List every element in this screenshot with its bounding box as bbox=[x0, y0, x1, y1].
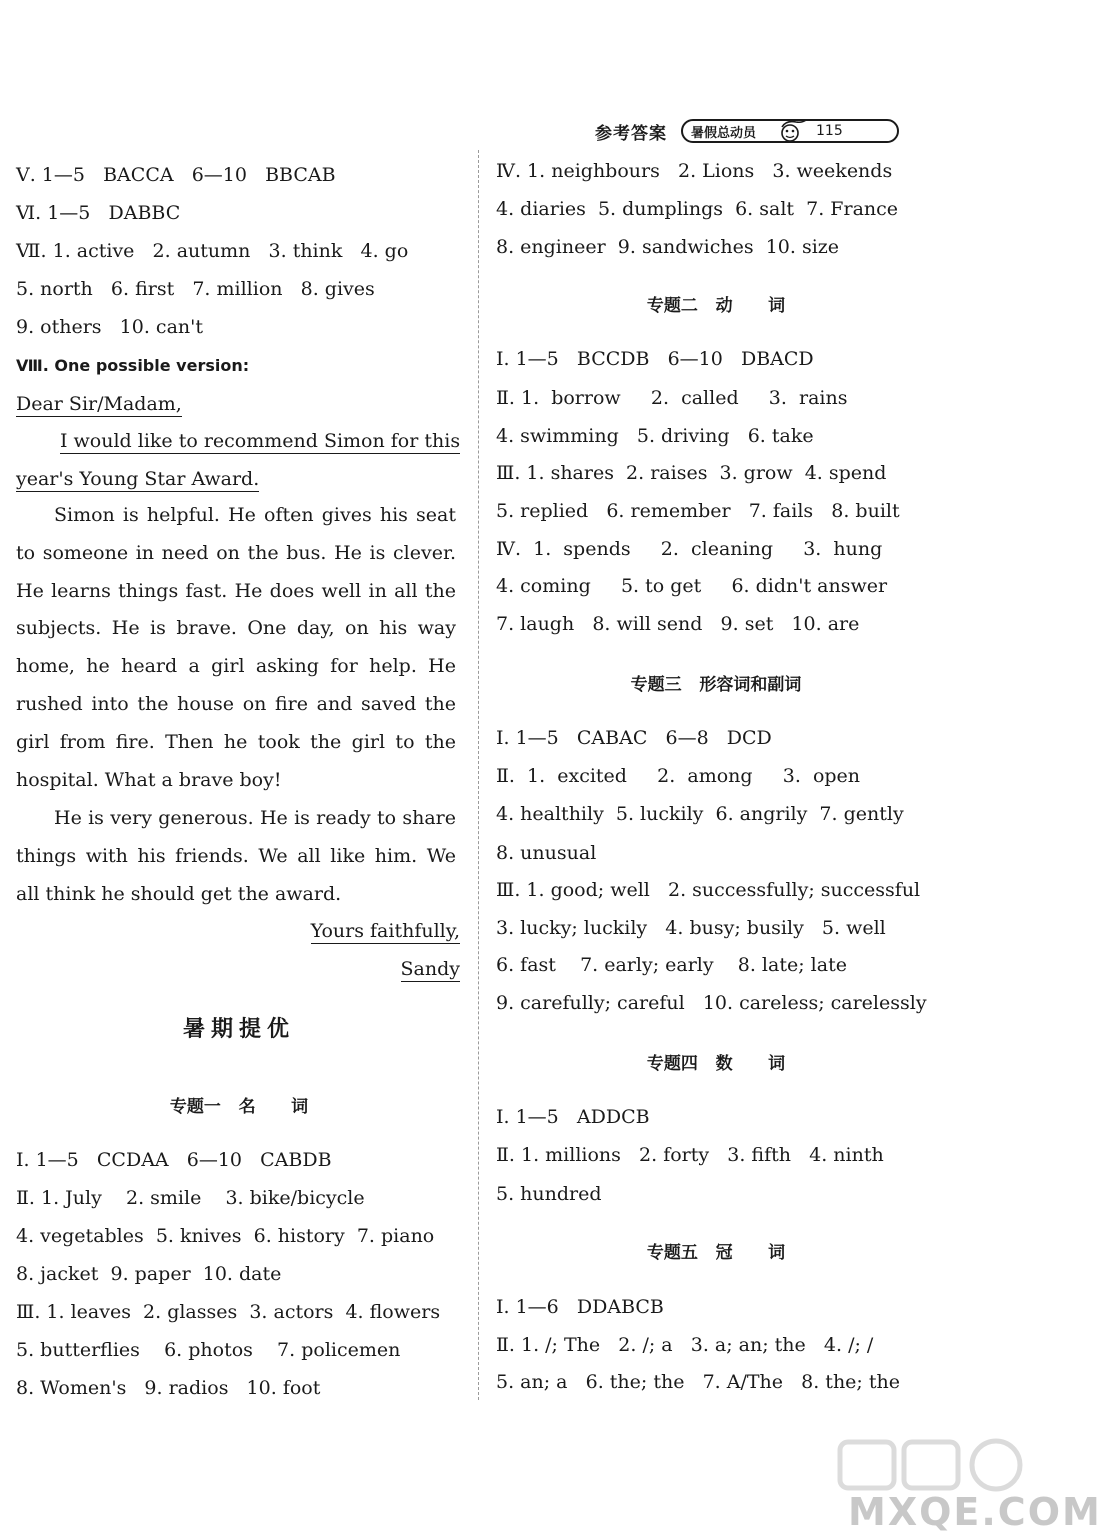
answer-line: 4. diaries 5. dumplings 6. salt 7. France bbox=[496, 198, 899, 220]
answer-line: Ⅰ. 1—5 BCCDB 6—10 DBACD bbox=[496, 348, 814, 370]
answer-line: Ⅲ. 1. good; well 2. successfully; successful bbox=[496, 879, 921, 901]
watermark-text: MXQE.COM bbox=[848, 1490, 1102, 1534]
answer-line: Ⅳ. 1. neighbours 2. Lions 3. weekends bbox=[496, 160, 893, 182]
letter-paragraph-1: Simon is helpful. He often gives his seat to someone in need on the bus. He is clever. He learns things fast. He does well in all the subjects. He is brave. One day, on his way home, he heard a girl asking for help. He rushed into the house on fire and saved the girl from fire. Then he took the girl to the hospital. What a brave boy! bbox=[16, 504, 456, 791]
answer-line: 5. an; a 6. the; the 7. A/The 8. the; the bbox=[496, 1371, 900, 1393]
header-series: 暑假总动员 bbox=[691, 125, 757, 141]
answer-line: 4. healthily 5. luckily 6. angrily 7. gently bbox=[496, 803, 904, 825]
column-divider bbox=[478, 150, 479, 1400]
answer-line: 4. coming 5. to get 6. didn't answer bbox=[496, 575, 888, 597]
answer-line: 5. north 6. first 7. million 8. gives bbox=[16, 278, 375, 300]
answer-line: 5. hundred bbox=[496, 1183, 602, 1205]
header-title: 参考答案 bbox=[595, 123, 667, 144]
mascot-icon bbox=[776, 119, 810, 143]
letter-closing: Yours faithfully, bbox=[310, 920, 460, 942]
letter-intro-line1: I would like to recommend Simon for this bbox=[60, 430, 461, 452]
answer-line: Ⅱ. 1. excited 2. among 3. open bbox=[496, 765, 861, 787]
answer-line: Ⅲ. 1. shares 2. raises 3. grow 4. spend bbox=[496, 462, 887, 484]
answer-line: Ⅴ. 1—5 BACCA 6—10 BBCAB bbox=[16, 164, 336, 186]
topic-title: 专题四 数 词 bbox=[646, 1054, 786, 1074]
answer-line: 8. Women's 9. radios 10. foot bbox=[16, 1377, 321, 1399]
answer-line: 8. unusual bbox=[496, 842, 597, 864]
answer-line: Ⅰ. 1—6 DDABCB bbox=[496, 1296, 664, 1318]
answer-line: Ⅱ. 1. /; The 2. /; a 3. a; an; the 4. /; / bbox=[496, 1334, 874, 1356]
answer-line: Ⅳ. 1. spends 2. cleaning 3. hung bbox=[496, 538, 883, 560]
writing-label: Ⅷ. One possible version: bbox=[16, 356, 250, 375]
answer-line: Ⅶ. 1. active 2. autumn 3. think 4. go bbox=[16, 240, 409, 262]
answer-line: Ⅵ. 1—5 DABBC bbox=[16, 202, 181, 224]
page-number: 115 bbox=[816, 123, 843, 139]
header-series-badge bbox=[681, 119, 899, 143]
answer-line: 7. laugh 8. will send 9. set 10. are bbox=[496, 613, 860, 635]
answer-line: Ⅱ. 1. borrow 2. called 3. rains bbox=[496, 387, 848, 409]
topic-title: 专题三 形容词和副词 bbox=[630, 675, 802, 695]
letter-greeting: Dear Sir/Madam, bbox=[16, 393, 182, 415]
topic-title: 专题一 名 词 bbox=[169, 1097, 309, 1117]
topic-title: 专题二 动 词 bbox=[646, 296, 786, 316]
answer-line: 5. butterflies 6. photos 7. policemen bbox=[16, 1339, 401, 1361]
answer-line: 5. replied 6. remember 7. fails 8. built bbox=[496, 500, 900, 522]
page-header bbox=[595, 116, 935, 146]
answer-line: Ⅰ. 1—5 CCDAA 6—10 CABDB bbox=[16, 1149, 332, 1171]
answer-line: 6. fast 7. early; early 8. late; late bbox=[496, 954, 847, 976]
topic-title: 专题五 冠 词 bbox=[646, 1243, 786, 1263]
letter-paragraph-2: He is very generous. He is ready to share things with his friends. We all like him. We all think he should get the award. bbox=[16, 807, 456, 905]
letter-intro-line2: year's Young Star Award. bbox=[16, 468, 260, 490]
answer-line: 9. carefully; careful 10. careless; carelessly bbox=[496, 992, 927, 1014]
answer-line: Ⅲ. 1. leaves 2. glasses 3. actors 4. flowers bbox=[16, 1301, 441, 1323]
answer-line: 4. swimming 5. driving 6. take bbox=[496, 425, 814, 447]
answer-line: 8. jacket 9. paper 10. date bbox=[16, 1263, 282, 1285]
answer-line: Ⅰ. 1—5 ADDCB bbox=[496, 1106, 650, 1128]
answer-line: 3. lucky; luckily 4. busy; busily 5. well bbox=[496, 917, 886, 939]
section-title: 暑期提优 bbox=[182, 1017, 295, 1042]
letter-signature: Sandy bbox=[400, 958, 460, 980]
answer-line: Ⅰ. 1—5 CABAC 6—8 DCD bbox=[496, 727, 772, 749]
answer-line: 8. engineer 9. sandwiches 10. size bbox=[496, 236, 840, 258]
answer-line: Ⅱ. 1. millions 2. forty 3. fifth 4. ninth bbox=[496, 1144, 884, 1166]
answer-line: 9. others 10. can't bbox=[16, 316, 203, 338]
answer-line: 4. vegetables 5. knives 6. history 7. piano bbox=[16, 1225, 435, 1247]
answer-line: Ⅱ. 1. July 2. smile 3. bike/bicycle bbox=[16, 1187, 365, 1209]
